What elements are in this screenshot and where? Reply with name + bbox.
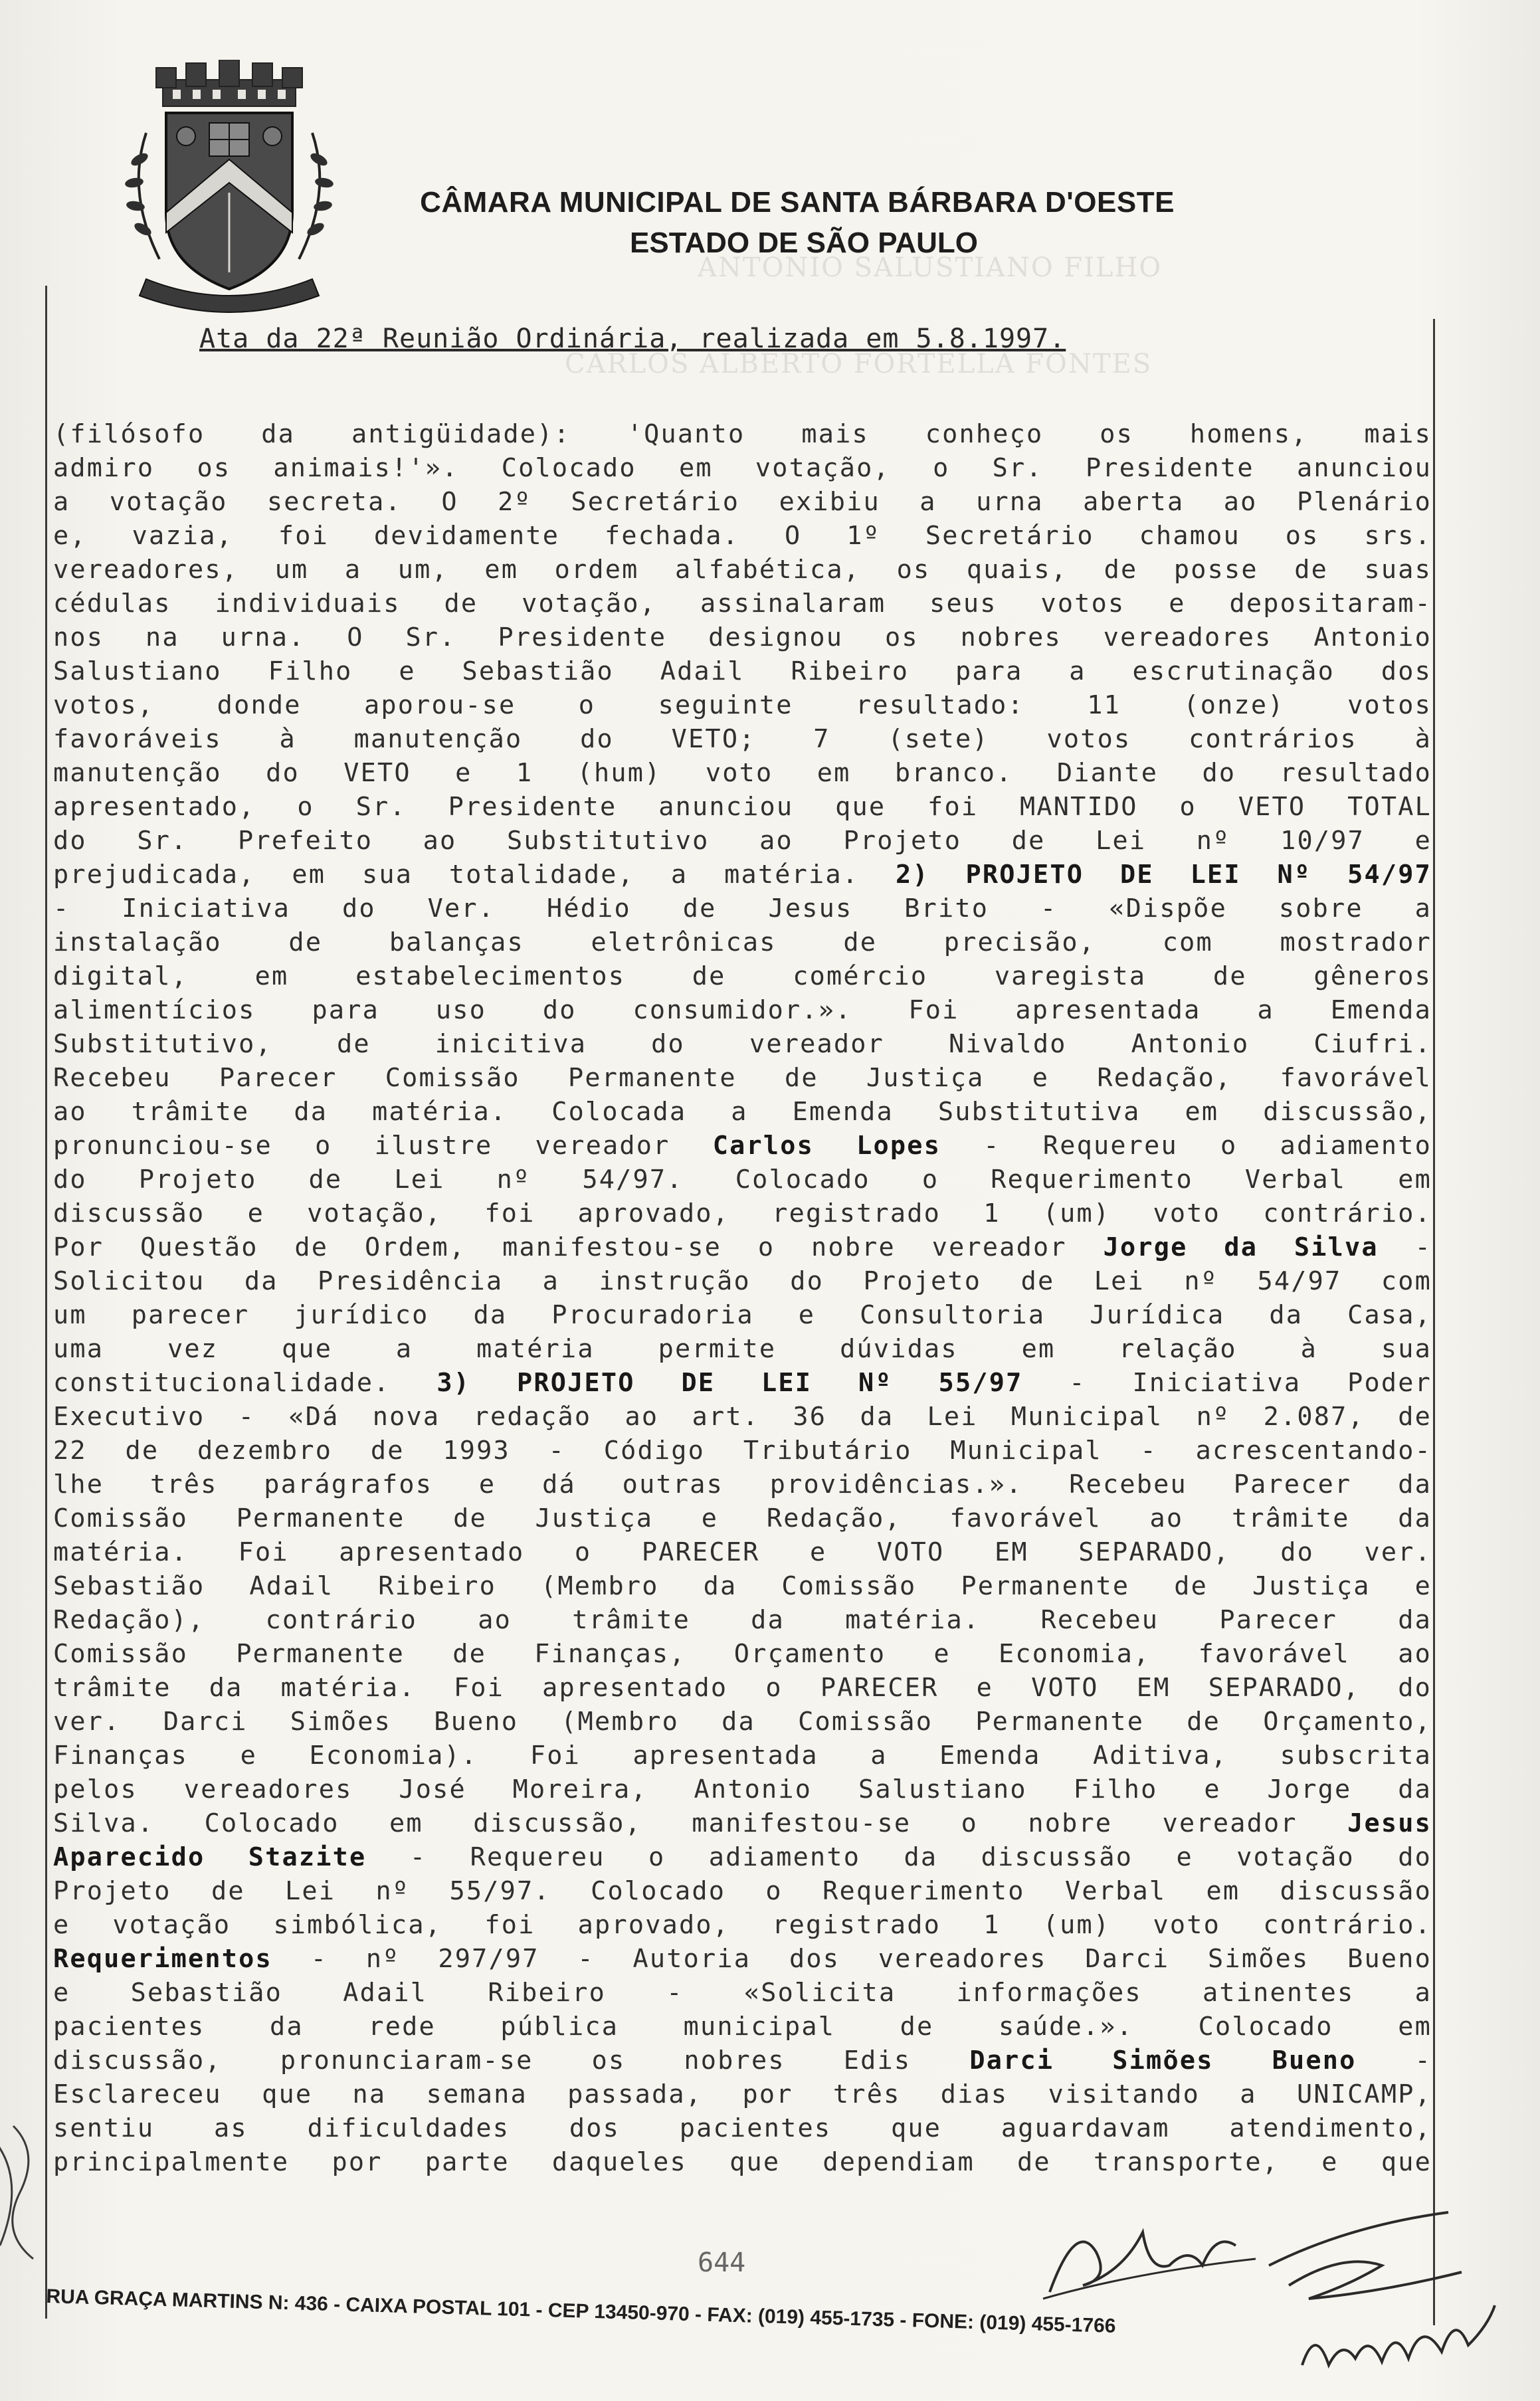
text-line <box>53 2111 1432 2145</box>
text-line <box>53 1230 1432 1264</box>
text-line <box>53 1908 1432 1942</box>
text-segment: 22 de dezembro de 1993 - Código Tributário Municipal - acrescentando- <box>53 1436 1432 1466</box>
text-segment: sentiu as dificuldades dos pacientes que aguardavam atendimento, <box>53 2113 1432 2143</box>
text-segment: - Iniciativa Poder <box>1022 1368 1432 1398</box>
text-segment: - <box>1356 2046 1432 2075</box>
footer-address: RUA GRAÇA MARTINS N: 436 - CAIXA POSTAL 101 - CEP 13450-970 - FAX: (019) 455-1735 - FONE: (019) 455-1766 <box>46 2285 1116 2337</box>
text-segment: e votação simbólica, foi aprovado, registrado 1 (um) voto contrário. <box>53 1910 1432 1940</box>
text-segment: discussão e votação, foi aprovado, registrado 1 (um) voto contrário. <box>53 1199 1432 1228</box>
text-line <box>53 722 1432 756</box>
bold-text-segment: Jesus <box>1347 1808 1432 1838</box>
text-segment: Salustiano Filho e Sebastião Adail Ribeiro para a escrutinação dos <box>53 656 1432 686</box>
bold-text-segment: Requerimentos <box>53 1944 272 1974</box>
text-line <box>53 1942 1432 1976</box>
text-line <box>53 1129 1432 1163</box>
text-line <box>53 1739 1432 1773</box>
text-line <box>53 2077 1432 2111</box>
text-segment: principalmente por parte daqueles que dependiam de transporte, e que <box>53 2147 1432 2177</box>
text-segment: favoráveis à manutenção do VETO; 7 (sete) votos contrários à <box>53 724 1432 754</box>
text-segment: apresentado, o Sr. Presidente anunciou que foi MANTIDO o VETO TOTAL <box>53 792 1432 822</box>
text-segment: pronunciou-se o ilustre vereador <box>53 1131 713 1161</box>
text-segment: lhe três parágrafos e dá outras providências.». Recebeu Parecer da <box>53 1470 1432 1499</box>
text-segment: - Requereu o adiamento <box>941 1131 1432 1161</box>
text-line <box>53 858 1432 892</box>
letterhead <box>372 183 1222 264</box>
text-segment: alimentícios para uso do consumidor.». Foi apresentada a Emenda <box>53 995 1432 1025</box>
text-segment: Por Questão de Ordem, manifestou-se o nobre vereador <box>53 1232 1104 1262</box>
text-line <box>53 1637 1432 1671</box>
coat-of-arms-icon <box>120 60 339 319</box>
text-segment: Finanças e Economia). Foi apresentada a Emenda Aditiva, subscrita <box>53 1741 1432 1771</box>
text-line <box>53 892 1432 925</box>
text-segment: Solicitou da Presidência a instrução do Projeto de Lei nº 54/97 com <box>53 1266 1432 1296</box>
text-line <box>53 959 1432 993</box>
text-line <box>53 790 1432 824</box>
text-line <box>53 587 1432 621</box>
minutes-body <box>53 417 1432 2179</box>
text-segment: Silva. Colocado em discussão, manifestou-se o nobre vereador <box>53 1808 1348 1838</box>
text-line <box>53 1569 1432 1603</box>
text-line <box>53 1434 1432 1468</box>
text-segment: pelos vereadores José Moreira, Antonio Salustiano Filho e Jorge da <box>53 1775 1432 1804</box>
text-segment: Sebastião Adail Ribeiro (Membro da Comissão Permanente de Justiça e <box>53 1571 1432 1601</box>
text-line <box>53 451 1432 485</box>
initials-mark <box>1289 2285 1515 2392</box>
state-name: ESTADO DE SÃO PAULO <box>630 227 978 259</box>
text-segment: (filósofo da antigüidade): 'Quanto mais conheço os homens, mais <box>53 419 1432 449</box>
text-segment: a votação secreta. O 2º Secretário exibiu a urna aberta ao Plenário <box>53 487 1432 517</box>
text-line <box>53 1400 1432 1434</box>
text-line <box>53 2145 1432 2179</box>
text-segment: pacientes da rede pública municipal de saúde.». Colocado em <box>53 2012 1432 2042</box>
text-line <box>53 1366 1432 1400</box>
text-line <box>53 654 1432 688</box>
text-line <box>53 519 1432 553</box>
text-segment: e Sebastião Adail Ribeiro - «Solicita informações atinentes a <box>53 1978 1432 2008</box>
text-segment: matéria. Foi apresentado o PARECER e VOTO EM SEPARADO, do ver. <box>53 1537 1432 1567</box>
text-segment: constitucionalidade. <box>53 1368 437 1398</box>
text-line <box>53 2044 1432 2077</box>
text-line <box>53 688 1432 722</box>
text-line <box>53 993 1432 1027</box>
text-line <box>53 1603 1432 1637</box>
bold-text-segment: Darci Simões Bueno <box>969 2046 1357 2075</box>
signature-left <box>1036 2192 1276 2319</box>
show-through-text-2: CARLOS ALBERTO FORTELLA FONTES <box>565 349 1153 379</box>
text-segment: Esclareceu que na semana passada, por três dias visitando a UNICAMP, <box>53 2079 1432 2109</box>
text-segment: Executivo - «Dá nova redação ao art. 36 da Lei Municipal nº 2.087, de <box>53 1402 1432 1432</box>
text-segment: instalação de balanças eletrônicas de precisão, com mostrador <box>53 927 1432 957</box>
text-segment: prejudicada, em sua totalidade, a matéria. <box>53 860 896 890</box>
text-segment: ao trâmite da matéria. Colocada a Emenda Substitutiva em discussão, <box>53 1097 1432 1127</box>
text-segment: Comissão Permanente de Finanças, Orçamento e Economia, favorável ao <box>53 1639 1432 1669</box>
text-line <box>53 1468 1432 1501</box>
text-segment: Substitutivo, de inicitiva do vereador Nivaldo Antonio Ciufri. <box>53 1029 1432 1059</box>
text-segment: manutenção do VETO e 1 (hum) voto em branco. Diante do resultado <box>53 758 1432 788</box>
minutes-title: Ata da 22ª Reunião Ordinária, realizada em 5.8.1997. <box>199 324 1066 354</box>
text-segment: - <box>1378 1232 1432 1262</box>
text-segment: Recebeu Parecer Comissão Permanente de Justiça e Redação, favorável <box>53 1063 1432 1093</box>
bold-text-segment: Jorge da Silva <box>1103 1232 1379 1262</box>
text-line <box>53 1197 1432 1230</box>
text-segment: Comissão Permanente de Justiça e Redação, favorável ao trâmite da <box>53 1503 1432 1533</box>
text-line <box>53 1976 1432 2010</box>
text-line <box>53 1671 1432 1705</box>
text-line <box>53 1535 1432 1569</box>
bold-text-segment: 2) PROJETO DE LEI Nº 54/97 <box>895 860 1432 890</box>
left-margin-rule <box>45 286 47 2319</box>
text-line <box>53 1501 1432 1535</box>
text-segment: uma vez que a matéria permite dúvidas em relação à sua <box>53 1334 1432 1364</box>
text-line <box>53 485 1432 519</box>
text-line <box>53 1061 1432 1095</box>
text-line <box>53 925 1432 959</box>
text-segment: ver. Darci Simões Bueno (Membro da Comissão Permanente de Orçamento, <box>53 1707 1432 1737</box>
text-line <box>53 1163 1432 1197</box>
bold-text-segment: Carlos Lopes <box>712 1131 941 1161</box>
text-line <box>53 417 1432 451</box>
text-segment: e, vazia, foi devidamente fechada. O 1º Secretário chamou os srs. <box>53 521 1432 551</box>
bold-text-segment: Aparecido Stazite <box>53 1842 367 1872</box>
text-segment: Projeto de Lei nº 55/97. Colocado o Requerimento Verbal em discussão <box>53 1876 1432 1906</box>
text-segment: cédulas individuais de votação, assinalaram seus votos e depositaram- <box>53 589 1432 619</box>
text-line <box>53 1298 1432 1332</box>
text-segment: do Projeto de Lei nº 54/97. Colocado o Requerimento Verbal em <box>53 1165 1432 1195</box>
text-line <box>53 1027 1432 1061</box>
text-line <box>53 1095 1432 1129</box>
text-line <box>53 756 1432 790</box>
text-line <box>53 1874 1432 1908</box>
text-line <box>53 1264 1432 1298</box>
text-segment: - Requereu o adiamento da discussão e votação do <box>366 1842 1432 1872</box>
text-segment: do Sr. Prefeito ao Substitutivo ao Projeto de Lei nº 10/97 e <box>53 826 1432 856</box>
text-line <box>53 553 1432 587</box>
text-line <box>53 621 1432 654</box>
text-line <box>53 2010 1432 2044</box>
text-line <box>53 1705 1432 1739</box>
text-line <box>53 1806 1432 1840</box>
text-segment: Redação), contrário ao trâmite da matéria. Recebeu Parecer da <box>53 1605 1432 1635</box>
margin-stamp-mark <box>0 2113 53 2272</box>
text-segment: trâmite da matéria. Foi apresentado o PARECER e VOTO EM SEPARADO, do <box>53 1673 1432 1703</box>
text-segment: discussão, pronunciaram-se os nobres Edis <box>53 2046 970 2075</box>
text-line <box>53 1840 1432 1874</box>
text-segment: um parecer jurídico da Procuradoria e Consultoria Jurídica da Casa, <box>53 1300 1432 1330</box>
bold-text-segment: 3) PROJETO DE LEI Nº 55/97 <box>436 1368 1023 1398</box>
text-segment: admiro os animais!'». Colocado em votação, o Sr. Presidente anunciou <box>53 453 1432 483</box>
text-line <box>53 1773 1432 1806</box>
show-through-text-1: ANTONIO SALUSTIANO FILHO <box>698 252 1163 283</box>
text-segment: digital, em estabelecimentos de comércio varegista de gêneros <box>53 961 1432 991</box>
text-segment: votos, donde aporou-se o seguinte resultado: 11 (onze) votos <box>53 690 1432 720</box>
page-number: 644 <box>698 2248 746 2278</box>
text-line <box>53 1332 1432 1366</box>
text-line <box>53 824 1432 858</box>
text-segment: nos na urna. O Sr. Presidente designou os nobres vereadores Antonio <box>53 623 1432 652</box>
right-margin-rule <box>1433 319 1435 2325</box>
text-segment: - Iniciativa do Ver. Hédio de Jesus Brito - «Dispõe sobre a <box>53 894 1432 923</box>
text-segment: vereadores, um a um, em ordem alfabética, os quais, de posse de suas <box>53 555 1432 585</box>
text-segment: - nº 297/97 - Autoria dos vereadores Darci Simões Bueno <box>272 1944 1432 1974</box>
institution-name: CÂMARA MUNICIPAL DE SANTA BÁRBARA D'OESTE <box>420 186 1175 219</box>
